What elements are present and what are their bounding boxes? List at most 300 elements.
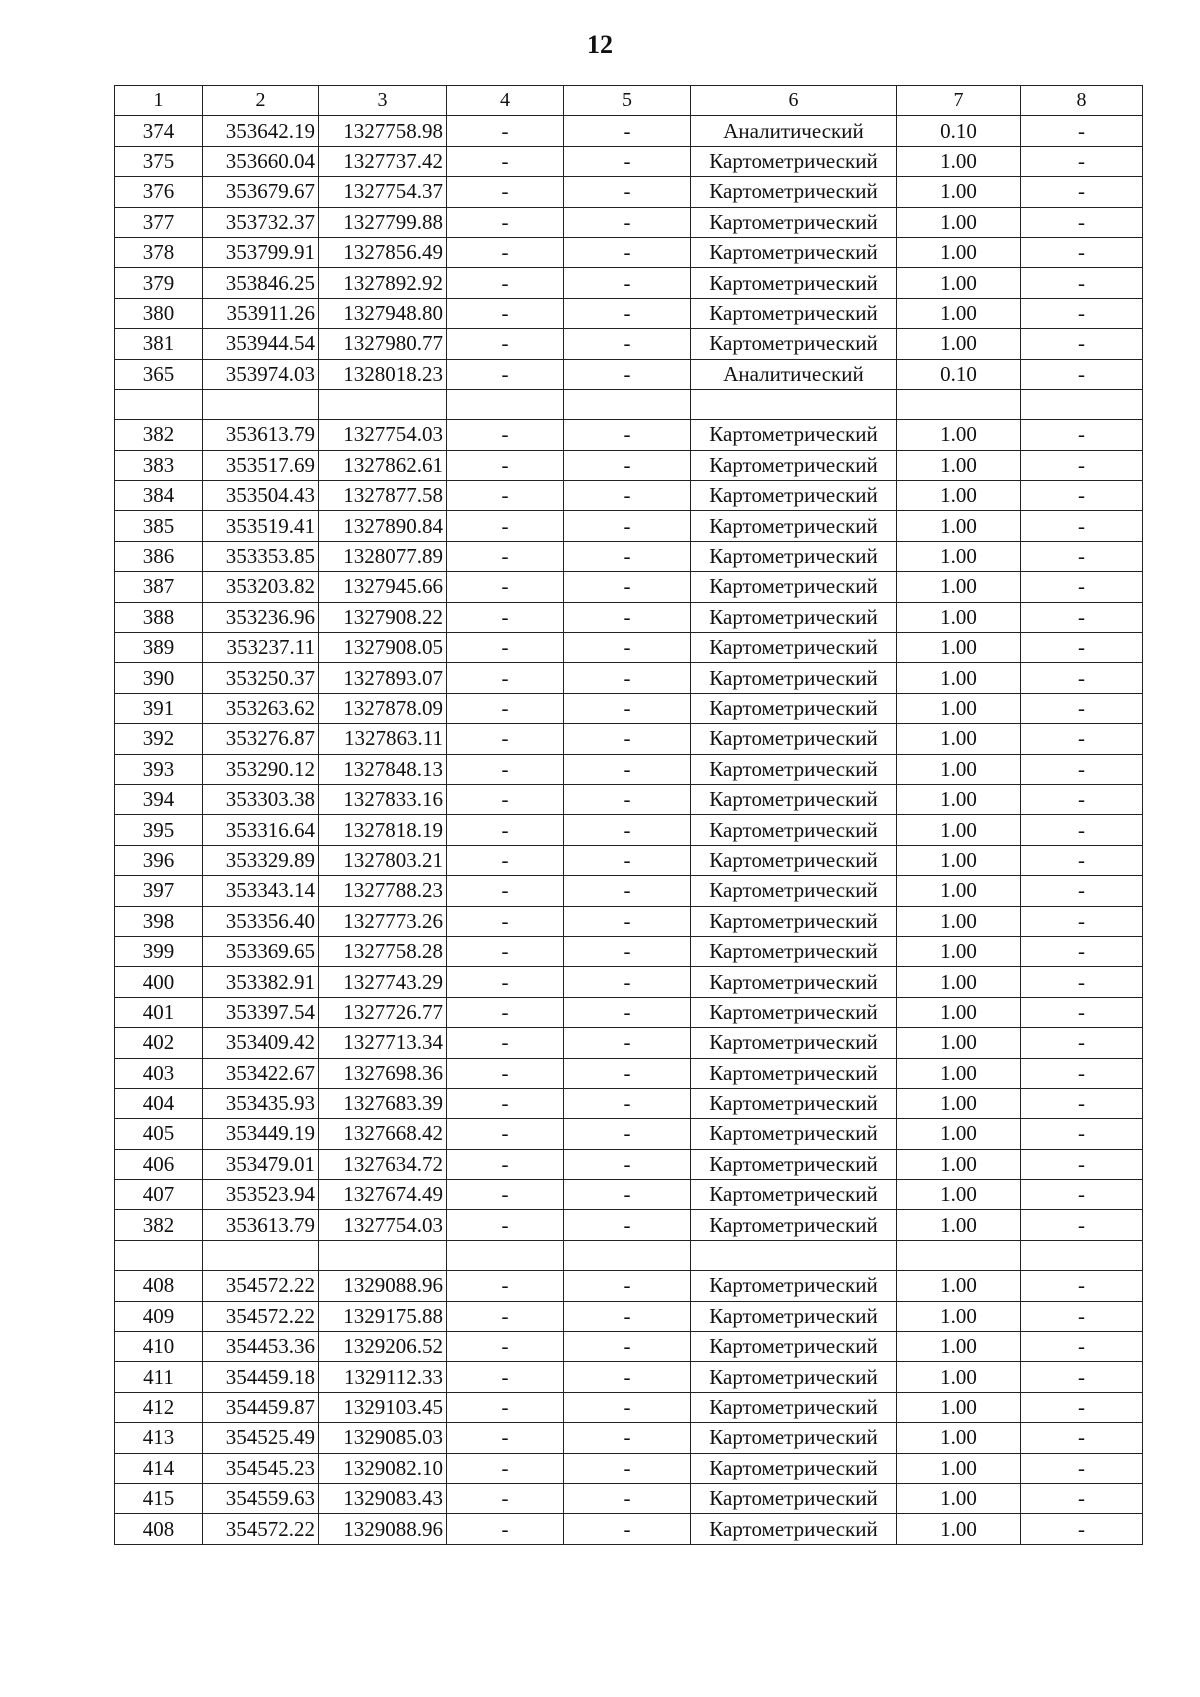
col-5-cell: - [564, 1180, 691, 1210]
y-coordinate-cell: 1327743.29 [319, 967, 447, 997]
x-coordinate-cell: 353944.54 [203, 329, 319, 359]
point-number-cell: 376 [115, 177, 203, 207]
accuracy-cell: 1.00 [897, 1301, 1021, 1331]
col-4-cell: - [447, 1362, 564, 1392]
accuracy-cell: 1.00 [897, 906, 1021, 936]
col-4-cell: - [447, 724, 564, 754]
col-5-cell: - [564, 633, 691, 663]
accuracy-cell: 0.10 [897, 116, 1021, 146]
col-5-cell: - [564, 1088, 691, 1118]
col-8-cell: - [1021, 237, 1143, 267]
method-cell: Картометрический [691, 724, 897, 754]
y-coordinate-cell: 1327758.98 [319, 116, 447, 146]
method-cell: Картометрический [691, 1483, 897, 1513]
x-coordinate-cell: 353236.96 [203, 602, 319, 632]
method-cell: Аналитический [691, 359, 897, 389]
col-5-cell: - [564, 936, 691, 966]
col-8-cell: - [1021, 633, 1143, 663]
accuracy-cell: 1.00 [897, 572, 1021, 602]
accuracy-cell: 1.00 [897, 876, 1021, 906]
table-body [115, 116, 1143, 1544]
col-8-cell: - [1021, 815, 1143, 845]
col-4-cell: - [447, 237, 564, 267]
col-8-cell: - [1021, 1332, 1143, 1362]
col-4-cell: - [447, 359, 564, 389]
accuracy-cell: 1.00 [897, 845, 1021, 875]
col-5-cell: - [564, 784, 691, 814]
accuracy-cell: 1.00 [897, 1362, 1021, 1392]
y-coordinate-cell: 1327788.23 [319, 876, 447, 906]
col-5-cell: - [564, 298, 691, 328]
col-8-cell: - [1021, 1362, 1143, 1392]
col-4-cell: - [447, 268, 564, 298]
accuracy-cell: 1.00 [897, 815, 1021, 845]
table-row [115, 541, 1143, 571]
header-cell-6: 6 [691, 86, 897, 116]
method-cell: Картометрический [691, 1149, 897, 1179]
col-4-cell: - [447, 693, 564, 723]
table-row [115, 906, 1143, 936]
point-number-cell: 374 [115, 116, 203, 146]
y-coordinate-cell: 1327945.66 [319, 572, 447, 602]
y-coordinate-cell [319, 1240, 447, 1270]
table-row [115, 572, 1143, 602]
col-8-cell [1021, 1240, 1143, 1270]
x-coordinate-cell: 354459.18 [203, 1362, 319, 1392]
accuracy-cell: 1.00 [897, 177, 1021, 207]
accuracy-cell: 1.00 [897, 997, 1021, 1027]
x-coordinate-cell: 353276.87 [203, 724, 319, 754]
col-4-cell: - [447, 450, 564, 480]
col-4-cell: - [447, 876, 564, 906]
method-cell: Картометрический [691, 268, 897, 298]
y-coordinate-cell: 1327833.16 [319, 784, 447, 814]
accuracy-cell: 1.00 [897, 1483, 1021, 1513]
table-row [115, 1301, 1143, 1331]
col-8-cell: - [1021, 1423, 1143, 1453]
col-5-cell: - [564, 1271, 691, 1301]
x-coordinate-cell: 353303.38 [203, 784, 319, 814]
col-5-cell: - [564, 1483, 691, 1513]
point-number-cell: 383 [115, 450, 203, 480]
accuracy-cell [897, 389, 1021, 419]
col-5-cell: - [564, 481, 691, 511]
x-coordinate-cell: 353329.89 [203, 845, 319, 875]
table-row [115, 997, 1143, 1027]
table-row [115, 1514, 1143, 1544]
y-coordinate-cell: 1327754.03 [319, 1210, 447, 1240]
method-cell: Картометрический [691, 177, 897, 207]
col-8-cell: - [1021, 906, 1143, 936]
x-coordinate-cell: 353911.26 [203, 298, 319, 328]
point-number-cell: 382 [115, 420, 203, 450]
table-row [115, 1119, 1143, 1149]
x-coordinate-cell: 353479.01 [203, 1149, 319, 1179]
accuracy-cell: 1.00 [897, 1423, 1021, 1453]
col-5-cell: - [564, 1301, 691, 1331]
col-8-cell: - [1021, 1058, 1143, 1088]
col-4-cell: - [447, 116, 564, 146]
accuracy-cell: 1.00 [897, 784, 1021, 814]
col-5-cell: - [564, 693, 691, 723]
table-row [115, 359, 1143, 389]
x-coordinate-cell: 353343.14 [203, 876, 319, 906]
col-8-cell: - [1021, 177, 1143, 207]
header-cell-4: 4 [447, 86, 564, 116]
y-coordinate-cell: 1327758.28 [319, 936, 447, 966]
point-number-cell: 384 [115, 481, 203, 511]
method-cell: Картометрический [691, 633, 897, 663]
y-coordinate-cell: 1327803.21 [319, 845, 447, 875]
method-cell: Картометрический [691, 298, 897, 328]
col-8-cell: - [1021, 967, 1143, 997]
col-8-cell: - [1021, 936, 1143, 966]
col-8-cell: - [1021, 1210, 1143, 1240]
point-number-cell: 393 [115, 754, 203, 784]
col-4-cell: - [447, 602, 564, 632]
col-4-cell: - [447, 1453, 564, 1483]
col-4-cell: - [447, 1332, 564, 1362]
table-row [115, 967, 1143, 997]
col-4-cell: - [447, 1088, 564, 1118]
col-4-cell: - [447, 815, 564, 845]
table-row [115, 1180, 1143, 1210]
x-coordinate-cell: 353660.04 [203, 146, 319, 176]
y-coordinate-cell: 1329082.10 [319, 1453, 447, 1483]
header-cell-1: 1 [115, 86, 203, 116]
method-cell: Аналитический [691, 116, 897, 146]
col-5-cell: - [564, 815, 691, 845]
method-cell: Картометрический [691, 754, 897, 784]
method-cell: Картометрический [691, 329, 897, 359]
method-cell: Картометрический [691, 1180, 897, 1210]
x-coordinate-cell: 354572.22 [203, 1271, 319, 1301]
col-4-cell [447, 1240, 564, 1270]
col-8-cell: - [1021, 1149, 1143, 1179]
col-8-cell: - [1021, 541, 1143, 571]
col-4-cell [447, 389, 564, 419]
col-8-cell: - [1021, 511, 1143, 541]
header-cell-7: 7 [897, 86, 1021, 116]
x-coordinate-cell [203, 1240, 319, 1270]
col-5-cell: - [564, 207, 691, 237]
accuracy-cell: 1.00 [897, 420, 1021, 450]
col-8-cell: - [1021, 268, 1143, 298]
col-5-cell: - [564, 602, 691, 632]
y-coordinate-cell: 1327948.80 [319, 298, 447, 328]
table-row [115, 268, 1143, 298]
method-cell: Картометрический [691, 572, 897, 602]
x-coordinate-cell: 353799.91 [203, 237, 319, 267]
point-number-cell: 389 [115, 633, 203, 663]
col-5-cell: - [564, 724, 691, 754]
accuracy-cell: 1.00 [897, 481, 1021, 511]
table-row [115, 1210, 1143, 1240]
col-4-cell: - [447, 298, 564, 328]
x-coordinate-cell: 354525.49 [203, 1423, 319, 1453]
point-number-cell [115, 389, 203, 419]
x-coordinate-cell: 353290.12 [203, 754, 319, 784]
y-coordinate-cell: 1327908.05 [319, 633, 447, 663]
point-number-cell: 410 [115, 1332, 203, 1362]
point-number-cell: 375 [115, 146, 203, 176]
y-coordinate-cell [319, 389, 447, 419]
table-row [115, 177, 1143, 207]
x-coordinate-cell: 353732.37 [203, 207, 319, 237]
y-coordinate-cell: 1327754.03 [319, 420, 447, 450]
table-row [115, 602, 1143, 632]
table-row [115, 876, 1143, 906]
x-coordinate-cell: 354453.36 [203, 1332, 319, 1362]
accuracy-cell: 1.00 [897, 663, 1021, 693]
y-coordinate-cell: 1327893.07 [319, 663, 447, 693]
header-cell-8: 8 [1021, 86, 1143, 116]
table-row [115, 1362, 1143, 1392]
x-coordinate-cell: 353263.62 [203, 693, 319, 723]
accuracy-cell: 1.00 [897, 1028, 1021, 1058]
y-coordinate-cell: 1329206.52 [319, 1332, 447, 1362]
accuracy-cell: 1.00 [897, 450, 1021, 480]
accuracy-cell: 1.00 [897, 511, 1021, 541]
table-row [115, 481, 1143, 511]
point-number-cell: 387 [115, 572, 203, 602]
header-cell-2: 2 [203, 86, 319, 116]
point-number-cell: 377 [115, 207, 203, 237]
col-4-cell: - [447, 329, 564, 359]
col-8-cell: - [1021, 997, 1143, 1027]
header-row [115, 86, 1143, 116]
method-cell: Картометрический [691, 511, 897, 541]
table-row [115, 1088, 1143, 1118]
y-coordinate-cell: 1327862.61 [319, 450, 447, 480]
x-coordinate-cell: 353504.43 [203, 481, 319, 511]
y-coordinate-cell: 1329103.45 [319, 1392, 447, 1422]
table-row [115, 1453, 1143, 1483]
col-5-cell: - [564, 754, 691, 784]
col-5-cell: - [564, 906, 691, 936]
y-coordinate-cell: 1327726.77 [319, 997, 447, 1027]
accuracy-cell: 1.00 [897, 1392, 1021, 1422]
x-coordinate-cell: 353846.25 [203, 268, 319, 298]
x-coordinate-cell: 353250.37 [203, 663, 319, 693]
table-row [115, 298, 1143, 328]
y-coordinate-cell: 1329088.96 [319, 1271, 447, 1301]
table-row-separator [115, 1240, 1143, 1270]
y-coordinate-cell: 1327754.37 [319, 177, 447, 207]
col-5-cell: - [564, 1453, 691, 1483]
method-cell: Картометрический [691, 1514, 897, 1544]
col-8-cell: - [1021, 298, 1143, 328]
point-number-cell: 401 [115, 997, 203, 1027]
point-number-cell: 405 [115, 1119, 203, 1149]
col-5-cell: - [564, 1392, 691, 1422]
y-coordinate-cell: 1328077.89 [319, 541, 447, 571]
method-cell: Картометрический [691, 420, 897, 450]
col-5-cell: - [564, 511, 691, 541]
col-4-cell: - [447, 541, 564, 571]
accuracy-cell: 1.00 [897, 541, 1021, 571]
accuracy-cell: 1.00 [897, 268, 1021, 298]
x-coordinate-cell: 354559.63 [203, 1483, 319, 1513]
point-number-cell: 388 [115, 602, 203, 632]
point-number-cell: 391 [115, 693, 203, 723]
col-8-cell: - [1021, 1271, 1143, 1301]
col-5-cell: - [564, 997, 691, 1027]
point-number-cell: 382 [115, 1210, 203, 1240]
col-4-cell: - [447, 936, 564, 966]
x-coordinate-cell: 354545.23 [203, 1453, 319, 1483]
col-4-cell: - [447, 997, 564, 1027]
accuracy-cell: 1.00 [897, 1210, 1021, 1240]
y-coordinate-cell: 1327818.19 [319, 815, 447, 845]
col-4-cell: - [447, 1423, 564, 1453]
y-coordinate-cell: 1329083.43 [319, 1483, 447, 1513]
col-5-cell: - [564, 450, 691, 480]
x-coordinate-cell: 353974.03 [203, 359, 319, 389]
col-8-cell: - [1021, 845, 1143, 875]
col-4-cell: - [447, 754, 564, 784]
col-8-cell: - [1021, 481, 1143, 511]
point-number-cell: 407 [115, 1180, 203, 1210]
header-cell-5: 5 [564, 86, 691, 116]
accuracy-cell: 1.00 [897, 298, 1021, 328]
table-row [115, 329, 1143, 359]
table-row [115, 1028, 1143, 1058]
x-coordinate-cell: 353397.54 [203, 997, 319, 1027]
x-coordinate-cell: 353679.67 [203, 177, 319, 207]
table-row [115, 1392, 1143, 1422]
col-4-cell: - [447, 177, 564, 207]
accuracy-cell: 1.00 [897, 1332, 1021, 1362]
col-4-cell: - [447, 146, 564, 176]
y-coordinate-cell: 1327878.09 [319, 693, 447, 723]
accuracy-cell: 1.00 [897, 1180, 1021, 1210]
accuracy-cell: 1.00 [897, 724, 1021, 754]
method-cell: Картометрический [691, 541, 897, 571]
method-cell: Картометрический [691, 815, 897, 845]
y-coordinate-cell: 1327698.36 [319, 1058, 447, 1088]
table-row [115, 633, 1143, 663]
method-cell: Картометрический [691, 1271, 897, 1301]
y-coordinate-cell: 1329085.03 [319, 1423, 447, 1453]
y-coordinate-cell: 1327773.26 [319, 906, 447, 936]
col-8-cell: - [1021, 359, 1143, 389]
point-number-cell: 413 [115, 1423, 203, 1453]
col-4-cell: - [447, 481, 564, 511]
method-cell: Картометрический [691, 967, 897, 997]
col-4-cell: - [447, 1483, 564, 1513]
accuracy-cell: 1.00 [897, 1058, 1021, 1088]
method-cell: Картометрический [691, 1058, 897, 1088]
y-coordinate-cell: 1327713.34 [319, 1028, 447, 1058]
y-coordinate-cell: 1328018.23 [319, 359, 447, 389]
x-coordinate-cell: 354572.22 [203, 1514, 319, 1544]
method-cell: Картометрический [691, 1453, 897, 1483]
col-8-cell: - [1021, 663, 1143, 693]
col-5-cell: - [564, 572, 691, 602]
col-8-cell: - [1021, 572, 1143, 602]
point-number-cell: 406 [115, 1149, 203, 1179]
x-coordinate-cell: 354572.22 [203, 1301, 319, 1331]
x-coordinate-cell: 353356.40 [203, 906, 319, 936]
col-8-cell: - [1021, 1180, 1143, 1210]
col-8-cell: - [1021, 876, 1143, 906]
accuracy-cell: 1.00 [897, 936, 1021, 966]
point-number-cell: 402 [115, 1028, 203, 1058]
method-cell: Картометрический [691, 1301, 897, 1331]
point-number-cell: 400 [115, 967, 203, 997]
accuracy-cell: 0.10 [897, 359, 1021, 389]
x-coordinate-cell: 353435.93 [203, 1088, 319, 1118]
col-5-cell: - [564, 1119, 691, 1149]
table-row [115, 511, 1143, 541]
col-8-cell: - [1021, 450, 1143, 480]
point-number-cell: 396 [115, 845, 203, 875]
method-cell: Картометрический [691, 845, 897, 875]
x-coordinate-cell: 353422.67 [203, 1058, 319, 1088]
col-5-cell: - [564, 1332, 691, 1362]
col-8-cell: - [1021, 1453, 1143, 1483]
x-coordinate-cell: 353449.19 [203, 1119, 319, 1149]
x-coordinate-cell: 353519.41 [203, 511, 319, 541]
col-5-cell: - [564, 1149, 691, 1179]
method-cell: Картометрический [691, 450, 897, 480]
table-row [115, 1332, 1143, 1362]
point-number-cell: 408 [115, 1514, 203, 1544]
accuracy-cell: 1.00 [897, 237, 1021, 267]
method-cell: Картометрический [691, 207, 897, 237]
y-coordinate-cell: 1327892.92 [319, 268, 447, 298]
col-5-cell: - [564, 268, 691, 298]
col-8-cell: - [1021, 1483, 1143, 1513]
point-number-cell: 412 [115, 1392, 203, 1422]
accuracy-cell: 1.00 [897, 207, 1021, 237]
page-number: 12 [587, 30, 613, 59]
method-cell: Картометрический [691, 693, 897, 723]
table-row [115, 1483, 1143, 1513]
method-cell: Картометрический [691, 784, 897, 814]
accuracy-cell: 1.00 [897, 602, 1021, 632]
coordinates-table [114, 85, 1143, 1545]
header-cell-3: 3 [319, 86, 447, 116]
x-coordinate-cell: 353523.94 [203, 1180, 319, 1210]
point-number-cell: 385 [115, 511, 203, 541]
col-4-cell: - [447, 1058, 564, 1088]
point-number-cell [115, 1240, 203, 1270]
x-coordinate-cell: 353237.11 [203, 633, 319, 663]
col-4-cell: - [447, 1149, 564, 1179]
col-8-cell: - [1021, 1514, 1143, 1544]
table-row [115, 450, 1143, 480]
accuracy-cell: 1.00 [897, 967, 1021, 997]
y-coordinate-cell: 1327856.49 [319, 237, 447, 267]
col-8-cell: - [1021, 1088, 1143, 1118]
accuracy-cell: 1.00 [897, 1453, 1021, 1483]
method-cell: Картометрический [691, 481, 897, 511]
x-coordinate-cell: 353203.82 [203, 572, 319, 602]
table-row [115, 754, 1143, 784]
col-5-cell: - [564, 1423, 691, 1453]
col-8-cell: - [1021, 784, 1143, 814]
col-5-cell: - [564, 1058, 691, 1088]
col-5-cell: - [564, 116, 691, 146]
method-cell: Картометрический [691, 936, 897, 966]
table-row [115, 146, 1143, 176]
table-row [115, 815, 1143, 845]
method-cell: Картометрический [691, 1088, 897, 1118]
table-row [115, 207, 1143, 237]
col-8-cell: - [1021, 329, 1143, 359]
